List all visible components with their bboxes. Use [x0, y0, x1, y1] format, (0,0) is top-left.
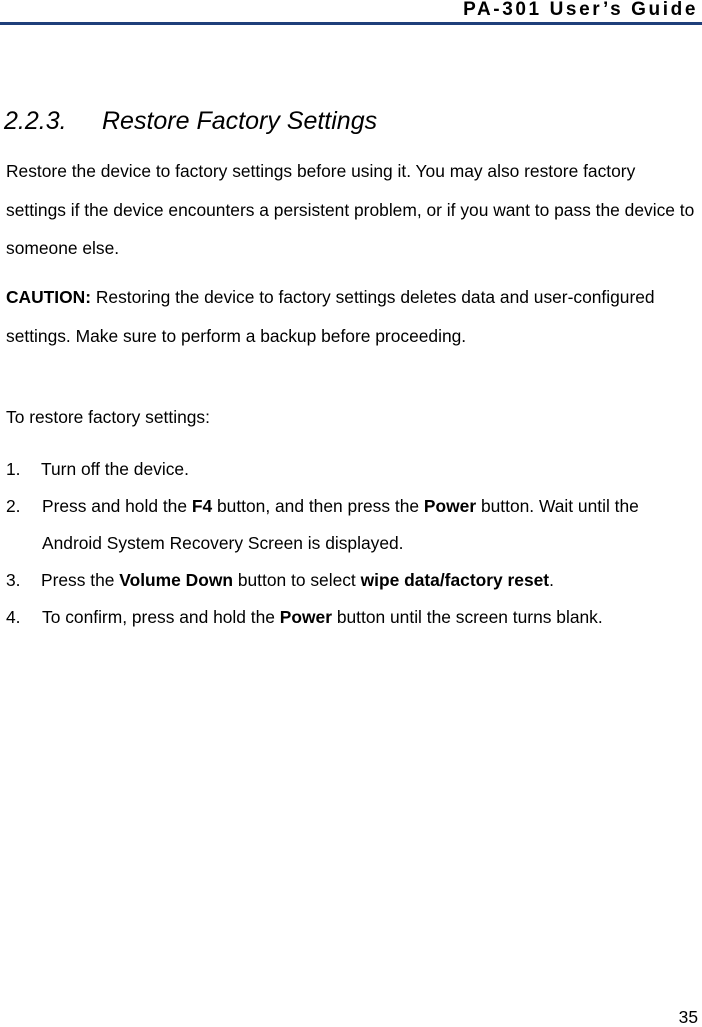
key-name: Power: [279, 607, 332, 627]
menu-option: wipe data/factory reset: [360, 570, 550, 590]
key-name: Volume Down: [119, 570, 233, 590]
step-number: 1.: [6, 459, 21, 479]
step-text: Press and hold the: [42, 496, 192, 516]
step-item: [6, 599, 698, 636]
steps-list: [6, 451, 698, 636]
step-item: [6, 451, 698, 488]
section-number: 2.2.3.: [4, 107, 67, 135]
step-number: 3.: [6, 570, 21, 590]
section-heading: [4, 106, 377, 136]
header-rule: [0, 22, 702, 25]
key-name: Power: [423, 496, 477, 516]
step-number: 2.: [6, 496, 21, 516]
caution-label: CAUTION:: [6, 287, 92, 307]
step-text: Press the: [41, 570, 120, 590]
step-text: Turn off the device.: [41, 459, 189, 479]
step-text: button until the screen turns blank.: [332, 607, 603, 627]
caution-text: Restoring the device to factory settings deletes data and user-configured settings. Make sure to perform a backup before proceeding.: [6, 287, 655, 346]
step-text: button. Wait until the Android System Recovery Screen is displayed.: [42, 496, 639, 553]
step-number: 4.: [6, 607, 21, 627]
section-title: Restore Factory Settings: [102, 107, 378, 135]
intro-paragraph: Restore the device to factory settings before using it. You may also restore factory settings if the device encounters a persistent problem, or if you want to pass the device to someone else.: [6, 161, 695, 258]
procedure-intro: To restore factory settings:: [6, 407, 210, 427]
header-title: PA-301 User’s Guide: [463, 0, 698, 20]
caution-paragraph: [6, 278, 698, 355]
page-number: 35: [678, 1007, 698, 1027]
step-text: button, and then press the: [212, 496, 424, 516]
step-text: button to select: [232, 570, 361, 590]
step-item: [6, 488, 698, 562]
step-text: To confirm, press and hold the: [42, 607, 280, 627]
step-text: .: [549, 570, 554, 590]
step-item: [6, 562, 698, 599]
key-name: F4: [191, 496, 213, 516]
